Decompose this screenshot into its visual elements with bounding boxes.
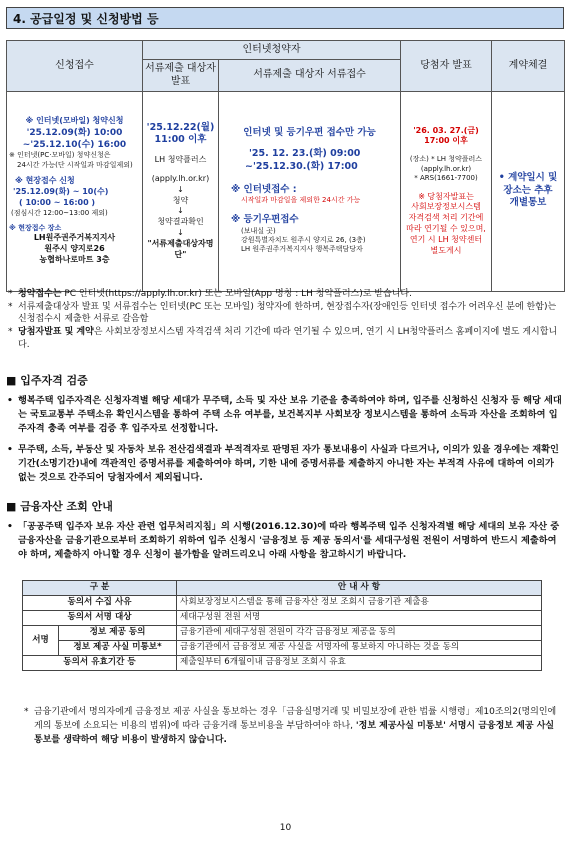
apply-cell [7, 91, 143, 291]
announce-cell [143, 91, 219, 291]
qualification-section [6, 374, 564, 485]
row-label: 동의서 서명 대상 [23, 611, 177, 626]
receive-online-note: 시작일과 마감일을 제외한 24시간 가능 [241, 196, 361, 205]
qualification-bullet-1: • 행복주택 입주자격은 신청자격별 해당 세대가 무주택, 소득 및 자산 보유 기준을 충족하여야 하며, 입주를 신청하신 신청자 등 해당 세대는 국토교통부 주택소유 확인시스템을 통하여 주택 소유 여부를, 보건복지부 사회보장 정보시스템을 통하여 소득과 자산을 조회하여 입주자격 충족 여부를 검증 후 입주자로 선정합니다. [7, 394, 562, 435]
apply-online-start: '25.12.09(화) 10:00 [26, 127, 123, 138]
sign-label: 서명 [23, 626, 59, 656]
header-contract: 계약체결 [492, 41, 565, 92]
apply-place-name: LH원주권주거복지지사 [33, 233, 116, 243]
note-documents-text: 서류제출대상자 발표 및 서류접수는 인터넷(PC 또는 모바일) 청약자에 한하며, 현장접수자(장애인등 인터넷 접수가 어려우신 분에 한함)는 신청접수시 제출한 서류로 갈음함 [18, 302, 557, 325]
receive-mail-heading: ※ 등기우편접수 [231, 213, 299, 225]
note-winner-bold: 당첨자발표 및 계약 [18, 327, 94, 338]
winner-note3: 자격검색 처리 기간에 [408, 213, 484, 223]
announce-date: '25.12.22(월) [146, 121, 215, 133]
footnote-item: * 금융기관에서 명의자에게 금융정보 제공 사실을 통보하는 경우「금융실명거래 및 비밀보장에 관한 법률 시행령」제10조의2(명의인에게의 통보에 소요되는 비용의 범위)에 따라 금융거래 통보비용을 부담하여야 하나, '정보 제공사실 미통보' 서명시 금융정보 제공 사실 통보를 생략하여 해당 비용이 발생하지 않습니다. [24, 707, 557, 745]
apply-onsite-lunch: (점심시간 12:00~13:00 제외) [11, 208, 108, 217]
contract-line1: • 계약일시 및 [498, 171, 558, 183]
note-apply-bold: 청약접수는 [18, 289, 62, 299]
winner-cell [401, 91, 492, 291]
winner-place: (장소) * LH 청약플러스 [409, 155, 483, 164]
contract-line3: 개별통보 [509, 197, 547, 209]
winner-note1: ※ 당첨자발표는 [418, 191, 474, 201]
qualification-bullet-2: • 무주택, 소득, 부동산 및 자동차 보유 전산검색결과 부적격자로 판명된 자가 통보내용이 사실과 다르거나, 이의가 있을 경우에는 재확인기간(소명기간)내에 객관적인 증명서류를 제출하여야 하며, 기한 내에 증명서류를 제출하지 아니한 자는 부적격 사유에 대하여 이의가 없는 것으로 간주되어 당첨자에서 제외됩니다. [7, 443, 559, 484]
table-row [23, 656, 542, 671]
receive-online-heading: ※ 인터넷접수 : [231, 183, 297, 195]
apply-onsite-date: '25.12.09(화) ~ 10(수) [13, 186, 109, 196]
financial-title: ■ 금융자산 조회 안내 [6, 500, 113, 513]
winner-ars: * ARS(1661-7700) [414, 174, 478, 183]
section-title: 4. 공급일정 및 신청방법 등 [6, 7, 564, 29]
receive-mail-recipient: LH 원주권주거복지지사 행복주택담당자 [241, 245, 363, 254]
table-row [23, 611, 542, 626]
receive-end: ~'25.12.30.(화) 17:00 [245, 160, 358, 172]
arrow-down-icon: ↓ [177, 206, 184, 216]
header-guidance: 안 내 사 항 [177, 581, 542, 596]
announce-step-list: "서류제출대상자명단" [147, 238, 214, 259]
financial-section [6, 500, 564, 563]
note-apply: * 청약접수는 PC 인터넷(https://apply.lh.or.kr) 또는 모바일(App 명칭 : LH 청약플러스)로 받습니다. [8, 289, 412, 299]
footnote-text: 금융기관에서 명의자에게 금융정보 제공 사실을 통보하는 경우「금융실명거래 및 비밀보장에 관한 법률 시행령」제10조의2(명의인에게의 통보에 소요되는 비용의 범위)에 따라 금융거래 통보비용을 부담하여야 하나, [34, 707, 557, 731]
receive-start: '25. 12. 23.(화) 09:00 [249, 147, 361, 159]
apply-place-address: 원주시 양지로26 [44, 244, 105, 254]
announce-url: (apply.lh.or.kr) [151, 174, 210, 184]
footnote-bold: '정보 제공사실 미통보' 서명시 금융정보 제공 사실 통보를 생략하여 해당 비용이 발생하지 않습니다. [34, 720, 555, 745]
contract-line2: 장소는 추후 [503, 184, 553, 196]
financial-consent-table [22, 580, 542, 671]
row-value: 제출일부터 6개월이내 금융정보 조회시 유효 [177, 656, 542, 671]
financial-text: 「공공주택 입주자 보유 자산 관련 업무처리지침」의 시행(2016.12.30)에 따라 행복주택 입주 신청자격별 해당 세대의 보유 자산 중 금융자산을 금융기관으로부터 조회하기 위하여 입주 신청시 '금융정보 등 제공 동의서'를 세대구성원 전원이 서명하여 반드시 제출하여야 하며, 제출하지 아니할 경우 신청이 불가함을 알려드리오니 아래 사항을 참고하시기 바랍니다. [18, 520, 560, 561]
apply-place-building: 농협하나로마트 3층 [39, 255, 110, 264]
row-label: 정보 제공 동의 [59, 626, 177, 641]
winner-date: '26. 03. 27.(금) [413, 125, 479, 135]
note-apply-text: PC 인터넷(https://apply.lh.or.kr) 또는 모바일(App 명칭 : LH 청약플러스)로 받습니다. [61, 289, 412, 299]
row-value: 금융기관에 세대구성원 전원이 각각 금융정보 제공을 동의 [177, 626, 542, 641]
note-winner-text: 은 사회보장정보시스템 자격검색 처리 기간에 따라 연기될 수 있으며, 연기 시 LH청약플러스 홈페이지에 별도 게시합니다. [18, 327, 558, 350]
financial-footnote [22, 706, 562, 749]
arrow-down-icon: ↓ [177, 228, 184, 237]
header-doc-announce: 서류제출 대상자발표 [143, 59, 219, 91]
header-apply: 신청접수 [7, 41, 143, 92]
apply-online-note1: ※ 인터넷(PC·모바일) 청약신청은 [9, 151, 111, 160]
winner-time: 17:00 이후 [424, 136, 468, 146]
arrow-down-icon: ↓ [177, 184, 184, 194]
header-winner: 당첨자 발표 [401, 41, 492, 92]
financial-bullet: • 「공공주택 입주자 보유 자산 관련 업무처리지침」의 시행(2016.12.30)에 따라 행복주택 입주 신청자격별 해당 세대의 보유 자산 중 금융자산을 금융기관으로부터 조회하기 위하여 입주 신청시 '금융정보 등 제공 동의서'를 세대구성원 전원이 서명하여 반드시 제출하여야 하며, 제출하지 아니할 경우 신청이 불가함을 알려드리오니 아래 사항을 참고하시기 바랍니다. [7, 520, 560, 561]
row-label: 동의서 수집 사유 [23, 596, 177, 611]
apply-onsite-heading: ※ 현장접수 신청 [15, 176, 75, 186]
table-row [23, 596, 542, 611]
note-documents: * 서류제출대상자 발표 및 서류접수는 인터넷(PC 또는 모바일) 청약자에 한하며, 현장접수자(장애인등 인터넷 접수가 어려우신 분에 한함)는 신청접수시 제출한 서류로 갈음함 [8, 302, 557, 325]
apply-online-note2: 24시간 가능(단 시작일과 마감일제외) [17, 160, 133, 169]
winner-note5: 연기 시 LH 청약센터 [409, 234, 483, 244]
announce-step-check: 청약결과확인 [157, 217, 204, 227]
schedule-notes [6, 288, 564, 352]
qualification-title: ■ 입주자격 검증 [6, 374, 88, 387]
qualification-text-1: 행복주택 입주자격은 신청자격별 해당 세대가 무주택, 소득 및 자산 보유 기준을 충족하여야 하며, 입주를 신청하신 신청자 등 해당 세대는 국토교통부 주택소유 확인시스템을 통하여 주택 소유 여부를, 보건복지부 사회보장 정보시스템을 통하여 소득과 자산을 조회하여 입주자격 충족 여부를 검증 후 입주자로 선정합니다. [18, 394, 562, 435]
winner-note2: 사회보장정보시스템 [411, 202, 481, 212]
receive-method: 인터넷 및 등기우편 접수만 가능 [243, 127, 376, 139]
apply-place-heading: ※ 현장접수 장소 [9, 223, 62, 232]
row-value: 금융기관에서 금융정보 제공 사실을 서명자에 통보하지 아니하는 것을 동의 [177, 641, 542, 656]
apply-online-end: ~'25.12.10(수) 16:00 [22, 140, 127, 151]
announce-site: LH 청약플러스 [154, 155, 207, 165]
page-number: 10 [279, 823, 292, 833]
row-value: 사회보장정보시스템을 통해 금융자산 정보 조회시 금융기관 제출용 [177, 596, 542, 611]
receive-cell [219, 91, 401, 291]
qualification-text-2: 무주택, 소득, 부동산 및 자동차 보유 전산검색결과 부적격자로 판명된 자가 통보내용이 사실과 다르거나, 이의가 있을 경우에는 재확인기간(소명기간)내에 객관적인 증명서류를 제출하여야 하며, 기한 내에 증명서류를 제출하지 아니한 자는 부적격 사유에 대하여 이의가 없는 것으로 간주되어 당첨자에서 제외됩니다. [18, 443, 559, 484]
receive-mail-to: (보내실 곳) [241, 226, 276, 235]
header-category: 구 분 [23, 581, 177, 596]
receive-mail-address: 강원특별자치도 원주시 양지로 26, (3층) [241, 236, 366, 245]
header-internet: 인터넷청약자 [143, 41, 401, 60]
header-doc-receive: 서류제출 대상자 서류접수 [219, 59, 401, 91]
contract-cell [492, 91, 565, 291]
row-label: 정보 제공 사실 미통보* [59, 641, 177, 656]
winner-url: (apply.lh.or.kr) [420, 164, 472, 173]
winner-note4: 따라 연기될 수 있으며, [406, 223, 486, 233]
apply-onsite-time: ( 10:00 ~ 16:00 ) [19, 197, 96, 207]
schedule-table [6, 40, 565, 292]
announce-time: 11:00 이후 [154, 134, 207, 146]
table-row [23, 626, 542, 641]
apply-online-heading: ※ 인터넷(모바일) 청약신청 [25, 116, 124, 126]
note-winner: * 당첨자발표 및 계약은 사회보장정보시스템 자격검색 처리 기간에 따라 연기될 수 있으며, 연기 시 LH청약플러스 홈페이지에 별도 게시합니다. [8, 327, 558, 350]
row-label: 동의서 유효기간 등 [23, 656, 177, 671]
row-value: 세대구성원 전원 서명 [177, 611, 542, 626]
winner-note6: 별도게시 [430, 245, 462, 255]
announce-step-apply: 청약 [172, 195, 189, 205]
table-row [23, 641, 542, 656]
